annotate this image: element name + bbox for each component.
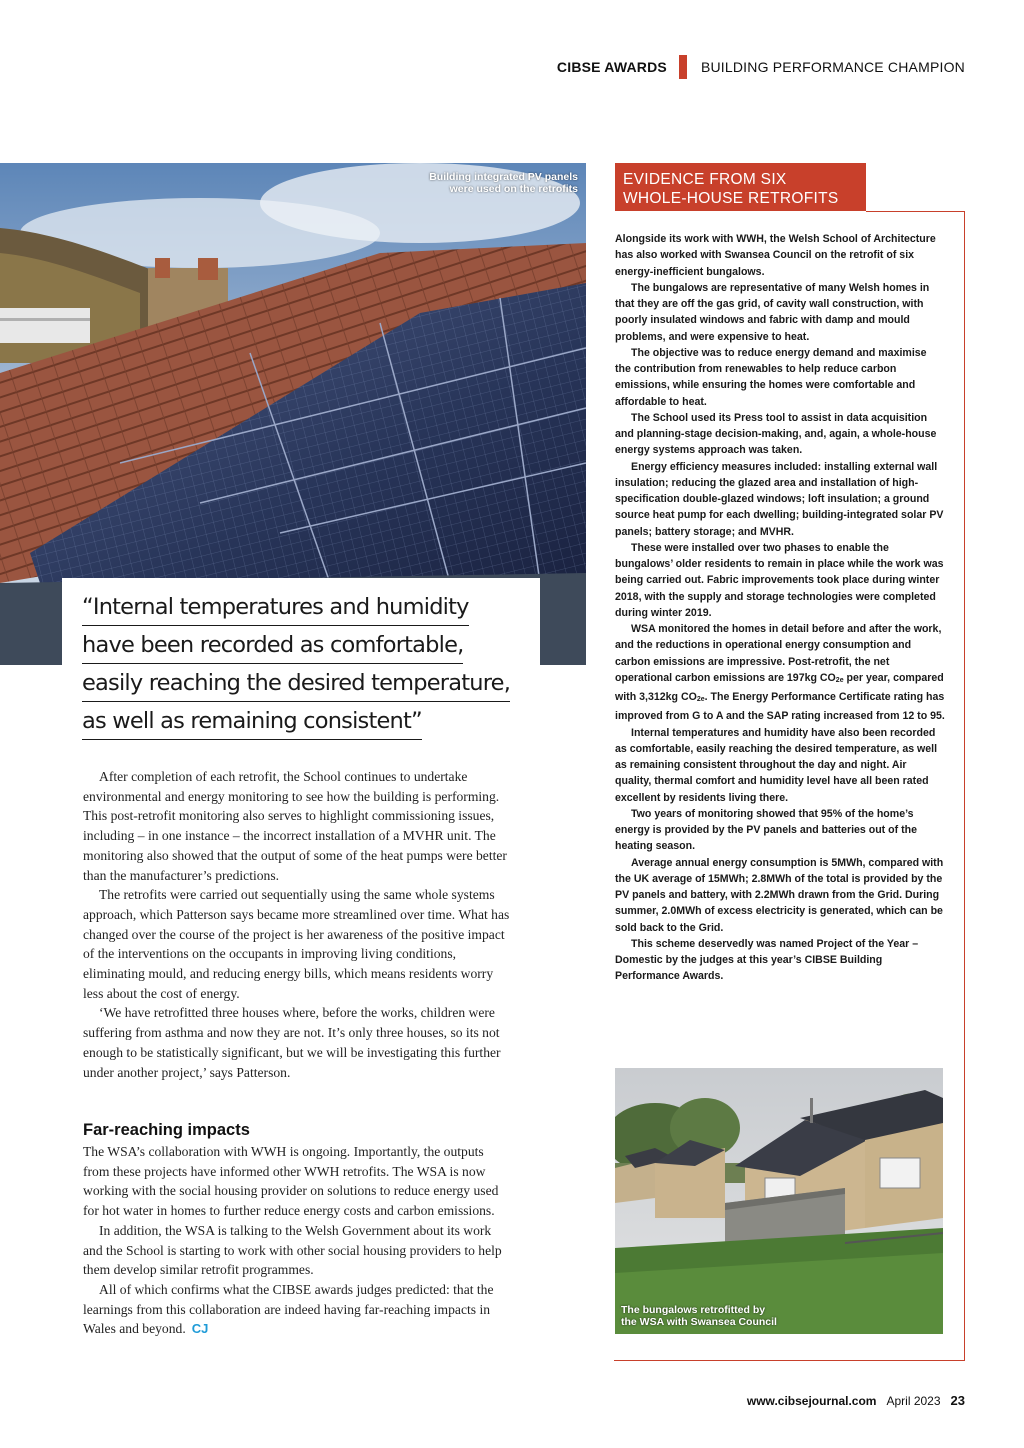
photo-caption: [621, 1304, 777, 1328]
sidebar-paragraph: Average annual energy consumption is 5MWh, compared with the UK average of 15MWh; 2.8MWh of the total is provided by the PV panels and battery, with 2.2MWh drawn from the Grid. During summer, 2.0MWh of excess electricity is generated, which can be sold back to the Grid.: [615, 856, 944, 934]
pull-quote: [62, 578, 540, 753]
subscript: 2e: [835, 676, 844, 684]
sidebar-paragraph: The bungalows are representative of many Welsh homes in that they are off the gas grid, of cavity wall construction, with poorly insulated windows and fabric with damp and mould problems, and were expensive to heat.: [615, 281, 930, 343]
body-paragraph: ‘We have retrofitted three houses where, before the works, children were suffering from asthma and now they are not. It’s only three houses, so its not enough to be statistically significant, but we will be investigating this further under another project,’ says Patterson.: [83, 1005, 501, 1080]
article-body-continued: [83, 1142, 513, 1339]
sidebar-heading-line: EVIDENCE FROM SIX: [623, 171, 787, 188]
page-footer: [747, 1393, 965, 1408]
running-header: [557, 56, 965, 78]
subheading: Far-reaching impacts: [83, 1121, 250, 1139]
article-body: [83, 767, 513, 1082]
issue-date: April 2023: [886, 1394, 941, 1408]
sidebar-text-run: WSA monitored the homes in detail before and after the work, and the reductions in operational energy consumption and carbon emissions are impressive. Post-retrofit, the net operational carbon emissions are 197kg CO: [615, 623, 942, 684]
sidebar-paragraph: Internal temperatures and humidity have also been recorded as comfortable, easily reaching the desired temperature, as well as remaining consistent throughout the day and night. Air quality, thermal comfort and humidity level have all been rated excellent by residents living there.: [615, 726, 938, 804]
section-title: BUILDING PERFORMANCE CHAMPION: [700, 59, 965, 75]
body-paragraph: The retrofits were carried out sequentially using the same whole systems approach, which Patterson says became more streamlined over time. What has changed over the course of the project is her awareness of the positive impact of the interventions on the occupants in improving living conditions, eliminating mould, and reducing energy bills, which means residents worry less about the cost of energy.: [83, 887, 510, 1001]
header-divider: [679, 55, 687, 79]
section-label: CIBSE AWARDS: [556, 59, 667, 75]
sidebar-text-run: per year, compared with 3,312kg CO: [615, 671, 944, 703]
body-paragraph: In addition, the WSA is talking to the Welsh Government about its work and the School is starting to work with other social housing providers to help them develop similar retrofit programmes.: [83, 1222, 502, 1278]
end-mark: CJ: [191, 1321, 209, 1337]
sidebar-paragraph: Energy efficiency measures included: installing external wall insulation; reducing the glazed area and installation of high-specification double-glazed windows; loft insulation; a ground source heat pump for each dwelling; building-integrated solar PV panels; battery storage; and MVHR.: [615, 460, 944, 538]
sidebar-heading: [615, 163, 866, 211]
sidebar-paragraph: These were installed over two phases to enable the bungalows’ older residents to remain in place while the work was being carried out. Fabric improvements took place during winter 2018, with the supply and storage technologies were completed during winter 2019.: [615, 541, 944, 619]
caption-line: were used on the retrofits: [449, 183, 578, 195]
body-paragraph: The WSA’s collaboration with WWH is ongoing. Importantly, the outputs from these projects have informed other WWH retrofits. The WSA is now working with the social housing provider on solutions to reduce energy used for hot water in homes to further reduce energy costs and carbon emissions.: [83, 1144, 499, 1219]
bungalows-photo: [615, 1068, 943, 1334]
sidebar-paragraph: The School used its Press tool to assist in data acquisition and planning-stage decision-making, and, again, a whole-house energy systems approach was taken.: [615, 411, 937, 457]
pull-quote-line: easily reaching the desired temperature,: [82, 668, 510, 702]
sidebar-paragraph: Alongside its work with WWH, the Welsh School of Architecture has also worked with Swansea Council on the retrofit of six energy-inefficient bungalows.: [615, 233, 936, 278]
sidebar-text: [615, 231, 945, 985]
body-paragraph: After completion of each retrofit, the School continues to undertake environmental and energy monitoring to see how the building is performing. This post-retrofit monitoring also serves to highlight commissioning issues, including – in one instance – the incorrect installation of a MVHR unit. The monitoring also showed that the output of some of the heat pumps were better than the manufacturer’s predictions.: [83, 769, 507, 883]
sidebar-paragraph: The objective was to reduce energy demand and maximise the contribution from renewables to help reduce carbon emissions, while ensuring the homes were comfortable and affordable to heat.: [615, 346, 927, 408]
sidebar-text-run: . The Energy Performance Certificate rating has improved from G to A and the SAP rating increased from 12 to 95.: [615, 691, 945, 723]
journal-url: www.cibsejournal.com: [746, 1394, 877, 1408]
subscript: 2e: [696, 696, 705, 703]
sidebar-paragraph: [615, 621, 945, 725]
caption-line: The bungalows retrofitted by: [621, 1304, 766, 1316]
caption-line: the WSA with Swansea Council: [621, 1316, 777, 1328]
pull-quote-line: as well as remaining consistent”: [82, 706, 422, 740]
sidebar-paragraph: Two years of monitoring showed that 95% of the home’s energy is provided by the PV panels and batteries out of the heating season.: [615, 807, 917, 853]
page-number: 23: [950, 1393, 965, 1408]
body-paragraph: [83, 1280, 513, 1339]
sidebar-paragraph: This scheme deservedly was named Project of the Year – Domestic by the judges at this year’s CIBSE Building Performance Awards.: [615, 937, 919, 983]
body-text: All of which confirms what the CIBSE awards judges predicted: that the learnings from this collaboration are indeed having far-reaching impacts in Wales and beyond.: [83, 1281, 494, 1337]
photo-caption: [378, 171, 578, 195]
sidebar-heading-line: WHOLE-HOUSE RETROFITS: [623, 190, 839, 207]
caption-line: Building integrated PV panels: [429, 171, 578, 183]
pull-quote-line: “Internal temperatures and humidity: [82, 592, 469, 626]
pull-quote-line: have been recorded as comfortable,: [82, 630, 463, 664]
